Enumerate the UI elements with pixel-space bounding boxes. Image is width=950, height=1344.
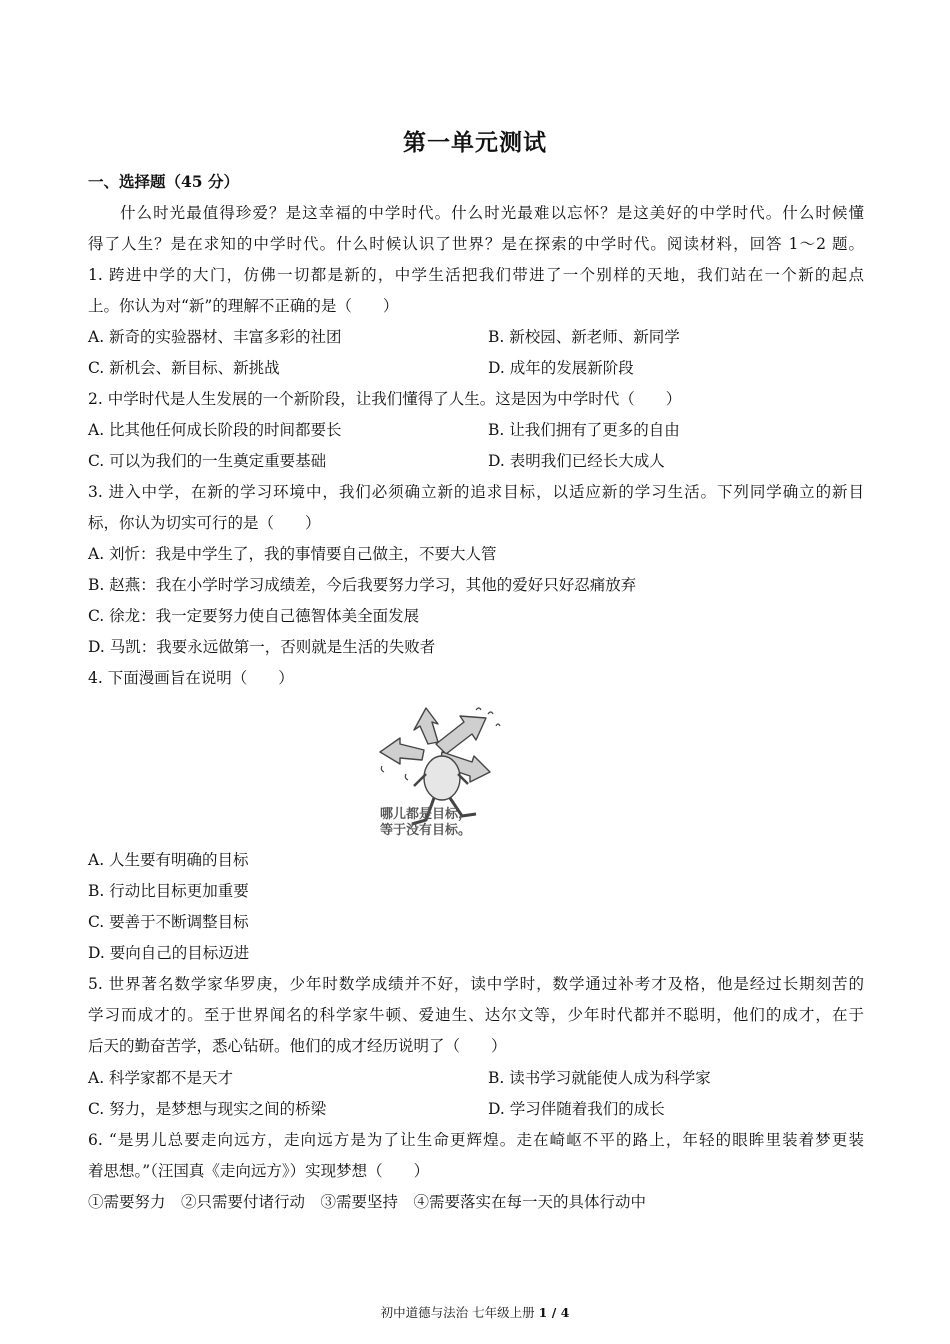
q2-option-c: C. 可以为我们的一生奠定重要基础 <box>88 452 327 470</box>
q4-option-b: B. 行动比目标更加重要 <box>88 882 249 900</box>
q4-option-d: D. 要向自己的目标迈进 <box>88 944 250 962</box>
q4-option-a: A. 人生要有明确的目标 <box>88 851 249 869</box>
q3-stem-line-2: 标，你认为切实可行的是（ ） <box>88 514 321 532</box>
page-title: 第一单元测试 <box>403 129 547 156</box>
q6-stem-line-2: 着思想。”（汪国真《走向远方》）实现梦想（ ） <box>88 1162 430 1180</box>
intro-line-2: 得了人生？是在求知的中学时代。什么时候认识了世界？是在探索的中学时代。阅读材料，回答 1～2 题。 <box>88 235 864 253</box>
q5-option-a: A. 科学家都不是天才 <box>88 1069 234 1087</box>
q3-stem-line-1: 3. 进入中学，在新的学习环境中，我们必须确立新的追求目标，以适应新的学习生活。下列同学确立的新目 <box>88 483 864 501</box>
cartoon-illustration <box>376 704 504 838</box>
q2-option-d: D. 表明我们已经长大成人 <box>488 452 665 470</box>
q1-option-a: A. 新奇的实验器材、丰富多彩的社团 <box>88 328 342 346</box>
page-number: 1 / 4 <box>538 1305 570 1320</box>
q3-option-a: A. 刘忻：我是中学生了，我的事情要自己做主，不要大人管 <box>88 545 497 563</box>
q1-stem-line-2: 上。你认为对“新”的理解不正确的是（ ） <box>88 297 399 315</box>
q1-stem-line-1: 1. 跨进中学的大门，仿佛一切都是新的，中学生活把我们带进了一个别样的天地，我们站在一个新的起点 <box>88 266 864 284</box>
q2-option-a: A. 比其他任何成长阶段的时间都要长 <box>88 421 342 439</box>
q2-option-b: B. 让我们拥有了更多的自由 <box>488 421 680 439</box>
q4-option-c: C. 要善于不断调整目标 <box>88 913 249 931</box>
q2-stem: 2. 中学时代是人生发展的一个新阶段，让我们懂得了人生。这是因为中学时代（ ） <box>88 390 682 408</box>
footer-text: 初中道德与法治 七年级上册 <box>380 1305 535 1320</box>
q4-stem: 4. 下面漫画旨在说明（ ） <box>88 669 294 687</box>
q3-option-c: C. 徐龙：我一定要努力使自己德智体美全面发展 <box>88 607 420 625</box>
q5-stem-line-2: 学习而成才的。至于世界闻名的科学家牛顿、爱迪生、达尔文等，少年时代都并不聪明，他们的成才，在于 <box>88 1006 864 1024</box>
q3-option-d: D. 马凯：我要永远做第一，否则就是生活的失败者 <box>88 638 436 656</box>
q1-option-c: C. 新机会、新目标、新挑战 <box>88 359 280 377</box>
q5-stem-line-1: 5. 世界著名数学家华罗庚，少年时数学成绩并不好，读中学时，数学通过补考才及格，他是经过长期刻苦的 <box>88 975 864 993</box>
cartoon-caption-line-1: 哪儿都是目标， <box>380 807 472 822</box>
q6-stem-line-1: 6. “是男儿总要走向远方，走向远方是为了让生命更辉煌。走在崎岖不平的路上，年轻的眼眸里装着梦更装 <box>88 1131 864 1149</box>
intro-line-1: 什么时光最值得珍爱？是这幸福的中学时代。什么时光最难以忘怀？是这美好的中学时代。什么时候懂 <box>120 204 864 222</box>
q6-choices: ①需要努力 ②只需要付诸行动 ③需要坚持 ④需要落实在每一天的具体行动中 <box>88 1193 647 1211</box>
q5-option-b: B. 读书学习就能使人成为科学家 <box>488 1069 711 1087</box>
page-footer <box>0 1303 950 1321</box>
q5-option-d: D. 学习伴随着我们的成长 <box>488 1100 665 1118</box>
cartoon-figure <box>376 704 504 838</box>
q5-option-c: C. 努力，是梦想与现实之间的桥梁 <box>88 1100 327 1118</box>
cartoon-caption-line-2: 等于没有目标。 <box>380 823 472 838</box>
q5-stem-line-3: 后天的勤奋苦学，悉心钻研。他们的成才经历说明了（ ） <box>88 1037 507 1055</box>
q3-option-b: B. 赵燕：我在小学时学习成绩差，今后我要努力学习，其他的爱好只好忍痛放弃 <box>88 576 637 594</box>
q1-option-d: D. 成年的发展新阶段 <box>488 359 634 377</box>
q1-option-b: B. 新校园、新老师、新同学 <box>488 328 680 346</box>
section-heading: 一、选择题（45 分） <box>88 172 239 191</box>
